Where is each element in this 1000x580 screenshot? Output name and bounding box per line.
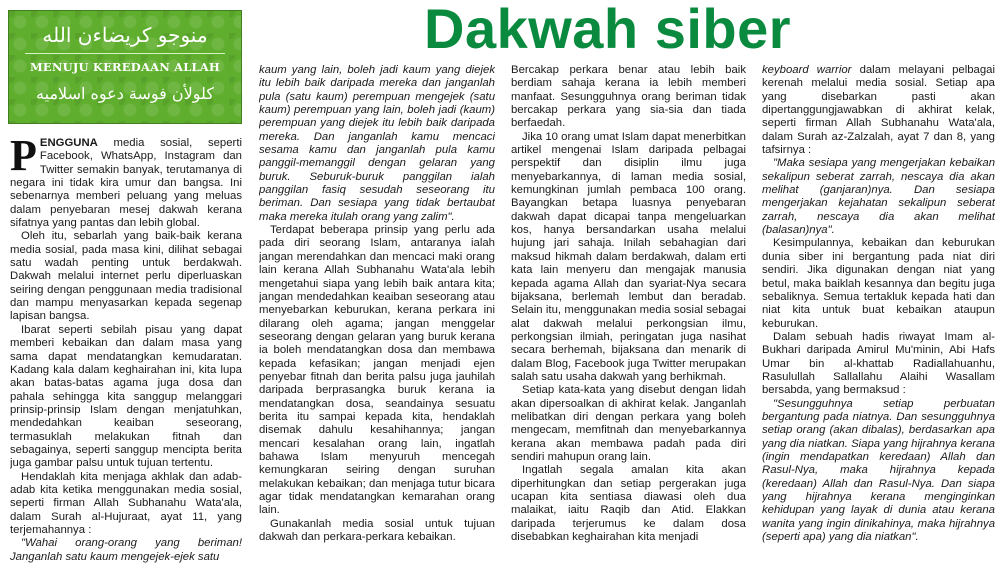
- banner-latin-title: MENUJU KEREDAAN ALLAH: [29, 60, 220, 74]
- banner-arabic-title: منوجو كريضاءن الله: [42, 23, 208, 47]
- quote-paragraph: "Maka sesiapa yang mengerjakan kebaikan sekalipun seberat zarrah, nescaya dia akan melihat (ganjaran)nya. Dan sesiapa mengerjakan kejahatan sekalipun seberat zarrah, nescaya dia akan melihat (balasan)nya".: [762, 157, 995, 237]
- quote-paragraph: "Sesungguhnya setiap perbuatan bergantung pada niatnya. Dan sesungguhnya setiap orang (akan dibalas), berdasarkan apa yang dia niatkan. Siapa yang hijrahnya kerana (ingin mendapatkan keredaan) Allah dan Rasul-Nya, maka hijrahnya kepada (keredaan) Allah dan Rasul-Nya. Dan siapa yang hijrahnya kerana menginginkan kehidupan yang layak di dunia atau kerana wanita yang ingin dinikahinya, maka hijrahnya (seperti apa) yang dia niatkan".: [762, 397, 995, 544]
- article-column-1: [10, 137, 242, 580]
- quote-paragraph: kaum yang lain, boleh jadi kaum yang diejek itu lebih baik daripada mereka dan janganlah pula (satu kaum) perempuan mengejek (satu kaum) perempuan yang lain, boleh jadi (kaum) perempuan yang diejek itu lebih baik daripada mereka. Dan janganlah kamu mencaci sesama kamu dan janganlah pula kamu panggil-memanggil dengan gelaran yang buruk. Seburuk-buruk panggilan ialah panggilan fasiq sesudah seseorang itu beriman. Dan sesiapa yang tidak bertaubat maka mereka itulah orang yang zalim".: [259, 64, 495, 223]
- article-column-3: [511, 64, 746, 580]
- paragraph: Jika 10 orang umat Islam dapat menerbitkan artikel mengenai Islam daripada pelbagai perspektif dan disiplin ilmu juga menyebarkannya, di laman media sosial, kemungkinan jumlah pembaca 100 orang. Bayangkan betapa luasnya penyebaran dakwah dapat dicapai tanpa mengeluarkan kos, hanya bersandarkan usaha melalui hujung jari sahaja. Inilah sebahagian dari maksud hikmah dalam berdakwah, dalam erti kata lain menyeru dan mengajak manusia kepada agama Allah dan syariat-Nya secara bijaksana, berlemah lembut dan beradab. Selain itu, menggunakan media sosial sebagai alat dakwah melalui perkongsian ilmu, perkongsian ilmiah, peringatan juga nasihat secara berhemah, bijaksana dan menarik di dalam Blog, Facebook juga Twitter merupakan salah satu usaha dakwah yang berhikmah.: [511, 130, 746, 383]
- paragraph: Terdapat beberapa prinsip yang perlu ada pada diri seorang Islam, antaranya ialah jangan merendahkan dan mencaci maki orang lain kerana Allah Subhanahu Wata'ala lebih mengetahui siapa yang lebih baik antara kita; jangan mendedahkan keaiban seseorang atau menyebarkan keburukan, kerana perkara ini dilarang oleh agama; jangan menggelar seseorang dengan gelaran yang buruk kerana ia boleh mendatangkan dosa dan membawa kepada kefasikan; jangan menjadi ejen penyebar fitnah dan berita palsu juga jauhilah daripada berprasangka buruk kerana ia mendatangkan dosa, seandainya sesuatu berita itu sampai kepada kita, hendaklah disemak dahulu kesahihannya; jangan mencari kesalahan orang lain, ingatlah bahawa Islam menyuruh mencegah kemungkaran seiring dengan suruhan melakukan kebaikan; dan menjaga tutur bicara agar tidak mendatangkan kemarahan orang lain.: [259, 224, 495, 517]
- paragraph: Kesimpulannya, kebaikan dan keburukan dunia siber ini bergantung pada niat diri sendiri. Jika digunakan dengan niat yang betul, maka baiklah kesannya dan begitu juga sebaliknya. Semua tertakluk kepada hati dan niat kita untuk buat kebaikan ataupun keburukan.: [762, 237, 995, 330]
- drop-cap: P: [10, 137, 37, 180]
- paragraph: Ibarat seperti sebilah pisau yang dapat memberi kebaikan dan dalam masa yang sama dapat mendatangkan kemudaratan. Kadang kala dalam keghairahan ini, kita lupa akan batas-batas agama juga dosa dan pahala sehingga kita sanggup melanggari prinsip-prinsip Islam dengan menjatuhkan, mendedahkan keaiban seseorang, termasuklah melakukan fitnah dan sebagainya, seperti sanggup mencipta berita juga gambar palsu untuk tujuan tertentu.: [10, 323, 242, 470]
- paragraph: Oleh itu, sebarlah yang baik-baik kerana media sosial, pada masa kini, dilihat sebagai satu wadah penting untuk berdakwah. Dakwah melalui internet perlu diperluaskan seiring dengan penggunaan media tradisional dan mampu menyasarkan kepada segenap lapisan bangsa.: [10, 230, 242, 323]
- paragraph: Hendaklah kita menjaga akhlak dan adab-adab kita ketika menggunakan media sosial, seperti firman Allah Subhanahu Wata'ala, dalam Surah al-Hujuraat, ayat 11, yang terjemahannya :: [10, 470, 242, 536]
- paragraph: Gunakanlah media sosial untuk tujuan dakwah dan perkara-perkara kebaikan.: [259, 517, 495, 544]
- paragraph: [762, 64, 995, 157]
- article-column-4: [762, 64, 995, 580]
- paragraph: [10, 137, 242, 230]
- paragraph-text: dalam melayani pelbagai kerenah melalui media sosial. Setiap apa yang disebarkan pasti akan dipertanggungjawabkan di akhirat kelak, seperti firman Allah Subhanahu Wata'ala, dalam Surah az-Zalzalah, ayat 7 dan 8, yang tafsirnya :: [762, 64, 995, 157]
- banner-divider: [25, 53, 225, 54]
- banner-arabic-subtitle: كلولأن فوسة دعوه اسلاميه: [36, 84, 214, 103]
- paragraph: Setiap kata-kata yang disebut dengan lidah akan dipersoalkan di akhirat kelak. Janganlah melibatkan diri dengan perkara yang boleh mengecam, memfitnah dan menyebarkannya kerana akan membawa padah pada diri sendiri mahupun orang lain.: [511, 384, 746, 463]
- column-banner: [8, 10, 242, 124]
- paragraph: Ingatlah segala amalan kita akan diperhitungkan dan setiap pergerakan juga ucapan kita sentiasa diawasi oleh dua malaikat, iaitu Raqib dan Atid. Elakkan daripada terjerumus ke dalam dosa disebabkan keghairahan kita menjadi: [511, 464, 746, 544]
- paragraph: Bercakap perkara benar atau lebih baik berdiam sahaja kerana ia lebih memberi manfaat. Sesungguhnya orang beriman tidak bercakap perkara yang sia-sia dan tiada berfaedah.: [511, 64, 746, 130]
- lead-word: ENGGUNA: [39, 137, 98, 149]
- paragraph-text: media sosial, seperti Facebook, WhatsApp, Instagram dan Twitter semakin banyak, terutamanya di negara ini tidak kira umur dan bangsa. Ini sebenarnya memberi peluang yang meluas dalam penyebaran mesej dakwah kerana sifatnya yang pantas dan lebih global.: [10, 137, 242, 230]
- italic-term: keyboard warrior: [762, 64, 852, 76]
- article-headline: Dakwah siber: [424, 0, 792, 60]
- quote-paragraph: "Wahai orang-orang yang beriman! Janganlah satu kaum mengejek-ejek satu: [10, 537, 242, 563]
- article-column-2: [259, 64, 495, 580]
- paragraph: Dalam sebuah hadis riwayat Imam al-Bukhari daripada Amirul Mu'minin, Abi Hafs Umar bin al-khattab Radiallahuanhu, Rasulullah Sallallahu Alaihi Wasallam bersabda, yang bermaksud :: [762, 330, 995, 397]
